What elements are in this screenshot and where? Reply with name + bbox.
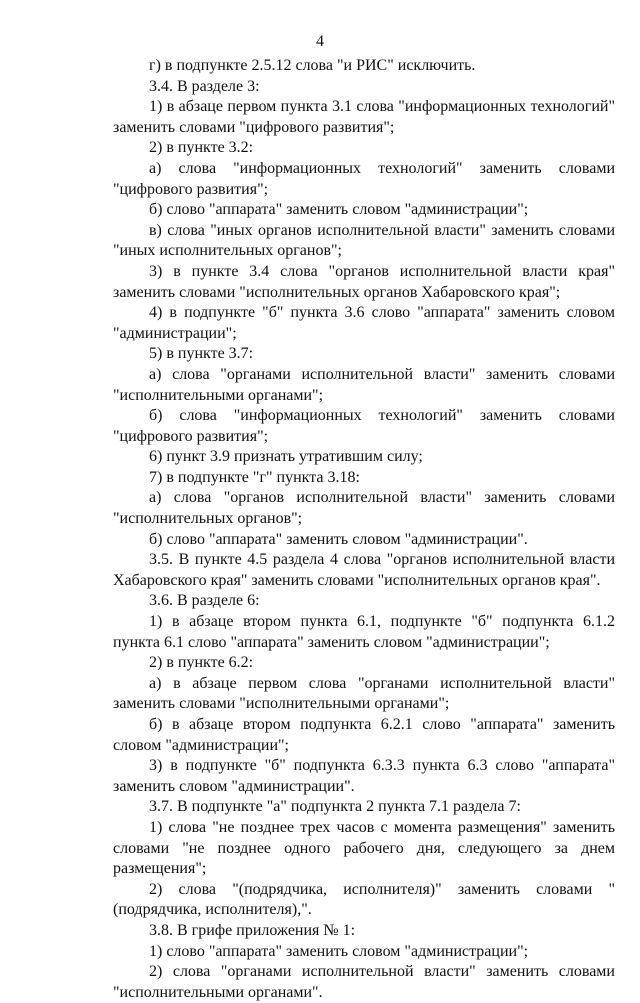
paragraph-3-4-7: 7) в подпункте "г" пункта 3.18: <box>149 468 360 486</box>
paragraph-3-6-1: 1) в абзаце втором пункта 6.1, подпункте "б" подпункта 6.1.2 пункта 6.1 слово "аппарата" заменить словом "администрации"; <box>113 613 615 651</box>
paragraph-3-7: 3.7. В подпункте "а" подпункта 2 пункта 7.1 раздела 7: <box>149 798 521 816</box>
paragraph-3-4-3: 3) в пункте 3.4 слова "органов исполнительной власти края" заменить словами "исполнительных органов Хабаровского края"; <box>113 262 615 301</box>
paragraph-3-6-2: 2) в пункте 6.2: <box>149 654 254 672</box>
paragraph-3-6-2-b: б) в абзаце втором подпункта 6.2.1 слово "аппарата" заменить словом "администрации"; <box>113 716 615 754</box>
document-body <box>113 56 615 1003</box>
paragraph-3-4-2-b: б) слово "аппарата" заменить словом "администрации"; <box>149 201 529 219</box>
paragraph-3-4-5-a: а) слова "органами исполнительной власти" заменить словами "исполнительными органами"; <box>113 365 615 404</box>
paragraph-3-4-2: 2) в пункте 3.2: <box>149 139 254 157</box>
paragraph-3-4: 3.4. В разделе 3: <box>149 77 260 95</box>
paragraph-3-4-2-a: а) слова "информационных технологий" заменить словами "цифрового развития"; <box>113 159 615 198</box>
paragraph-3-6-2-a: а) в абзаце первом слова "органами исполнительной власти" заменить словами "исполнительными органами"; <box>113 674 615 713</box>
paragraph-3-4-1: 1) в абзаце первом пункта 3.1 слова "информационных технологий" заменить словами "цифрового развития"; <box>113 98 615 136</box>
paragraph-3-6-3: 3) в подпункте "б" подпункта 6.3.3 пункта 6.3 слово "аппарата" заменить словом "администрации". <box>113 757 615 795</box>
paragraph-g-subpoint: г) в подпункте 2.5.12 слова "и РИС" исключить. <box>149 57 476 74</box>
paragraph-3-7-1: 1) слова "не позднее трех часов с момента размещения" заменить словами "не позднее одного рабочего дня, следующего за днем размещения"; <box>113 818 615 878</box>
paragraph-3-6: 3.6. В разделе 6: <box>149 592 260 610</box>
paragraph-3-8-2: 2) слова "органами исполнительной власти" заменить словами "исполнительными органами". <box>113 963 615 1001</box>
paragraph-3-4-6: 6) пункт 3.9 признать утратившим силу; <box>149 448 423 466</box>
paragraph-3-4-5: 5) в пункте 3.7: <box>149 345 254 363</box>
paragraph-3-4-2-v: в) слова "иных органов исполнительной власти" заменить словами "иных исполнительных органов"; <box>113 221 615 260</box>
paragraph-3-8: 3.8. В грифе приложения № 1: <box>149 921 356 939</box>
paragraph-3-7-2: 2) слова "(подрядчика, исполнителя)" заменить словами "(подрядчика, исполнителя),". <box>113 880 615 919</box>
page-number: 4 <box>316 33 324 50</box>
paragraph-3-5: 3.5. В пункте 4.5 раздела 4 слова "органов исполнительной власти Хабаровского края" заменить словами "исполнительных органов края". <box>113 551 615 589</box>
paragraph-3-4-7-a: а) слова "органов исполнительной власти" заменить словами "исполнительных органов"; <box>113 489 615 528</box>
paragraph-3-4-4: 4) в подпункте "б" пункта 3.6 слово "аппарата" заменить словом "администрации"; <box>113 304 615 342</box>
paragraph-3-8-1: 1) слово "аппарата" заменить словом "администрации"; <box>149 942 529 960</box>
paragraph-3-4-7-b: б) слово "аппарата" заменить словом "администрации". <box>149 530 528 548</box>
paragraph-3-4-5-b: б) слова "информационных технологий" заменить словами "цифрового развития"; <box>113 407 615 445</box>
